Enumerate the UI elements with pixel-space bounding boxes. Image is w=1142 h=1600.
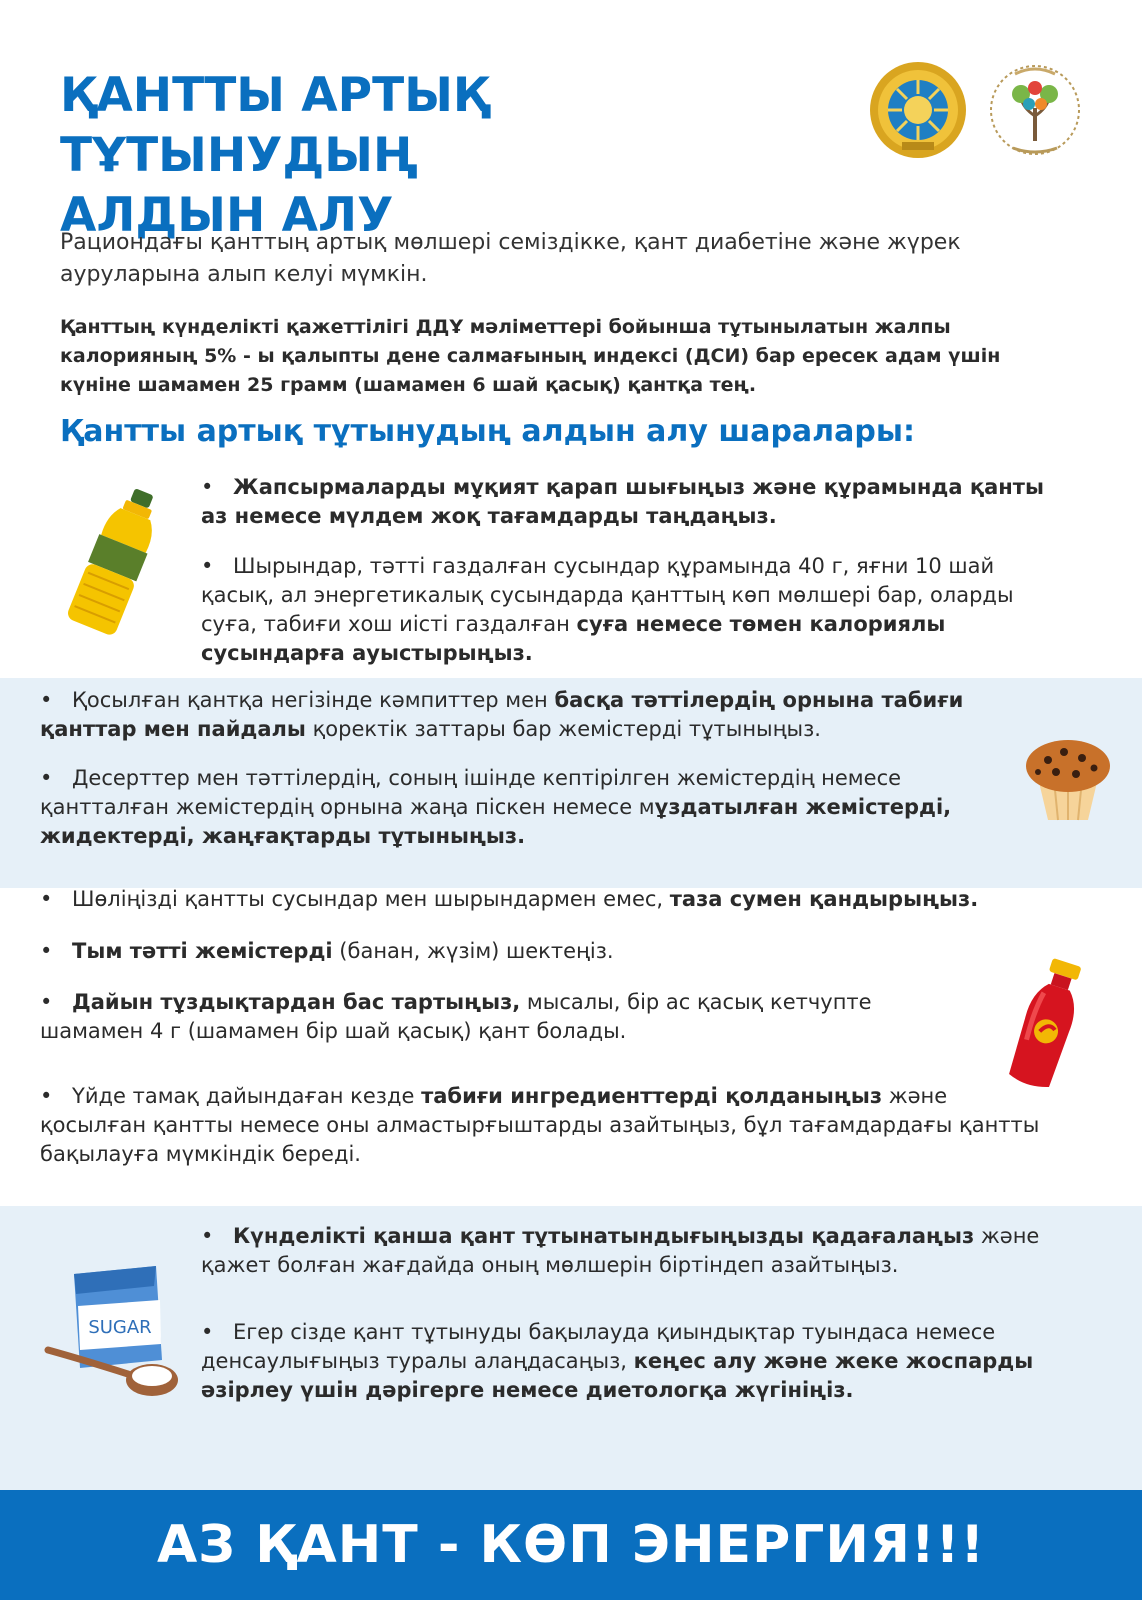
intro-paragraph: Рациондағы қанттың артық мөлшері семіздікке, қант диабетіне және жүрек ауруларына алып келуі мүмкін. (60, 230, 961, 287)
item-text-bold: Тым тәтті жемістерді (72, 939, 333, 963)
list-item (40, 764, 1030, 851)
list-item (40, 885, 1120, 914)
bullet: • (40, 990, 53, 1014)
public-health-logo (985, 56, 1085, 164)
title-line-2: АЛДЫН АЛУ (60, 188, 394, 243)
list-item (40, 686, 1040, 744)
item-text-bold: таза сумен қандырыңыз. (669, 887, 979, 911)
item-text-bold: ұздатылған жемістерді, жидектерді, жаңғақтарды тұтыныңыз. (40, 795, 952, 848)
bullet: • (201, 554, 214, 578)
bullet: • (40, 939, 53, 963)
item-text-bold: Жапсырмаларды мұқият қарап шығыңыз және құрамында қанты аз немесе мүлдем жоқ тағамдарды таңдаңыз. (201, 475, 1044, 528)
title-line-1: ҚАНТТЫ АРТЫҚ ТҰТЫНУДЫҢ (60, 68, 490, 183)
item-text: және қосылған қантты немесе оны алмастырғыштарды азайтыңыз, бұл тағамдардағы қантты бақылауға мүмкіндік береді. (40, 1084, 1040, 1166)
list-item (201, 1318, 1091, 1405)
sugar-bag-icon (44, 1256, 184, 1406)
item-text-bold: табиғи ингредиенттерді қолданыңыз (421, 1084, 883, 1108)
footer-slogan: АЗ ҚАНТ - КӨП ЭНЕРГИЯ!!! (0, 1490, 1142, 1600)
item-text-bold: кеңес алу және жеке жоспарды әзірлеу үшін дәрігерге немесе диетологқа жүгініңіз. (201, 1349, 1034, 1402)
list-item (40, 937, 940, 966)
list-item (201, 473, 1071, 531)
sugar-bag-label: SUGAR (88, 1317, 152, 1338)
measures-heading: Қантты артық тұтынудың алдын алу шаралары: (60, 414, 915, 449)
list-item (201, 552, 1071, 668)
list-item (201, 1222, 1091, 1280)
item-text: және қажет болған жағдайда оның мөлшерін біртіндеп азайтыңыз. (201, 1224, 1040, 1277)
bullet: • (40, 1084, 53, 1108)
bullet: • (201, 1224, 214, 1248)
item-text-bold: басқа тәттілердің орнына табиғи қанттар мен пайдалы (40, 688, 964, 741)
item-text-bold: суға немесе төмен калориялы сусындарға ауыстырыңыз. (201, 612, 946, 665)
page-title (60, 66, 840, 246)
item-text: Десерттер мен тәттілердің, соның ішінде кептірілген жемістердің немесе қантталған жемістердің орнына жаңа піскен немесе м (40, 766, 902, 819)
item-text: Егер сізде қант тұтынуды бақылауда қиындықтар туындаса немесе денсаулығыңыз туралы алаңдасаңыз, (201, 1320, 996, 1373)
bullet: • (201, 475, 214, 499)
bullet: • (201, 1320, 214, 1344)
item-text: қоректік заттары бар жемістерді тұтыныңыз. (305, 717, 821, 741)
bullet: • (40, 887, 53, 911)
item-text: Үйде тамақ дайындаған кезде (72, 1084, 422, 1108)
list-item (40, 988, 960, 1046)
item-text-bold: Дайын тұздықтардан бас тартыңыз, (72, 990, 521, 1014)
item-text: Шырындар, тәтті газдалған сусындар құрамында 40 г, яғни 10 шай қасық, ал энергетикалық сусындарда қанттың көп мөлшері бар, оларды суға, табиғи хош иісті газдалған (201, 554, 1014, 636)
ketchup-bottle-icon (996, 955, 1096, 1095)
muffin-icon (1020, 728, 1116, 824)
item-text: Қосылған қантқа негізінде кәмпиттер мен (72, 688, 555, 712)
item-text-bold: Күнделікті қанша қант тұтынатындығыңызды қадағалаңыз (233, 1224, 975, 1248)
bullet: • (40, 766, 53, 790)
juice-bottle-icon (60, 482, 170, 642)
list-item (40, 1082, 1040, 1169)
item-text: Шөліңізді қантты сусындар мен шырындармен емес, (72, 887, 670, 911)
state-emblem-logo (868, 58, 968, 162)
who-fact-paragraph: Қанттың күнделікті қажеттілігі ДДҰ мәліметтері бойынша тұтынылатын жалпы калорияның 5% - ы қалыпты дене салмағының индексі (ДСИ) бар ересек адам үшін күніне шамамен 25 грамм (шамамен 6 шай қасық) қантқа тең. (60, 316, 1001, 396)
bullet: • (40, 688, 53, 712)
item-text: (банан, жүзім) шектеңіз. (332, 939, 614, 963)
item-text: мысалы, бір ас қасық кетчупте шамамен 4 г (шамамен бір шай қасық) қант болады. (40, 990, 872, 1043)
